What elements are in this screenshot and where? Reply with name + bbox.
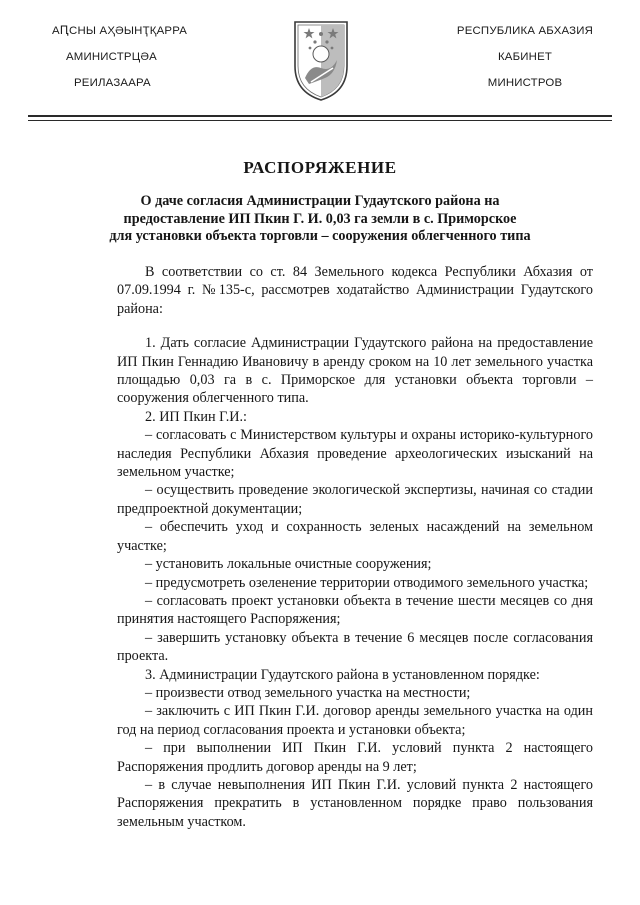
preamble-paragraph: В соответствии со ст. 84 Земельного кодекса Республики Абхазия от 07.09.1994 г. №135-с, рассмотрев ходатайство Администрации Гудаутского района: [117,264,593,317]
subject-line: предоставление ИП Пкин Г. И. 0,03 га земли в с. Приморское [123,210,517,227]
clause-2-item: – согласовать проект установки объекта в течение шести месяцев со дня принятия настоящего Распоряжения; [117,592,593,628]
header-left-line: РЕИЛАЗААРА [74,77,151,89]
clause-2-item: – согласовать с Министерством культуры и охраны историко-культурного наследия Республики Абхазия проведение археологических изысканий на земельном участке; [117,427,593,481]
header-left-line: АМИНИСТРЦӘА [66,51,157,63]
header-right-block [440,24,610,102]
document-title: РАСПОРЯЖЕНИЕ [243,158,397,177]
clause-2-item: – установить локальные очистные сооружения; [145,556,432,573]
clause-3-item: – произвести отвод земельного участка на местности; [145,684,471,701]
header-left-block [52,24,232,102]
document-subject [80,193,560,246]
clause-2-item: – осуществить проведение экологической экспертизы, начиная со стадии предпроектной документации; [117,482,593,517]
header-divider-thick [28,115,612,117]
clause-2-item: – обеспечить уход и сохранность зеленых насаждений на земельном участке; [117,519,593,554]
header-right-line: КАБИНЕТ [497,51,553,63]
header-divider-thin [28,120,612,121]
header-right-line: МИНИСТРОВ [487,77,563,89]
clause-2-item: – завершить установку объекта в течение 6 месяцев после согласования проекта. [117,629,593,665]
coat-of-arms-emblem-icon [291,20,351,102]
clause-1: 1. Дать согласие Администрации Гудаутского района на предоставление ИП Пкин Геннадию Ивановичу в аренду сроком на 10 лет земельного участка площадью 0,03 га в с. Приморское для установки объекта торговли – сооружения облегченного типа. [117,335,593,407]
clause-3-item: – заключить с ИП Пкин Г.И. договор аренды земельного участка на один год на период согласования проекта и установки объекта; [117,703,593,738]
subject-line: для установки объекта торговли – сооружения облегченного типа [109,228,531,244]
clause-3-item: – при выполнении ИП Пкин Г.И. условий пункта 2 настоящего Распоряжения продлить договор аренды на 9 лет; [117,740,593,775]
subject-line: О даче согласия Администрации Гудаутского района на [140,193,500,209]
clause-2-heading: 2. ИП Пкин Г.И.: [145,408,247,425]
header-left-line: АԤСНЫ АҲӘЫНҬҚАРРА [52,25,188,37]
clause-3-heading: 3. Администрации Гудаутского района в установленном порядке: [145,666,540,683]
clause-3-item: – в случае невыполнения ИП Пкин Г.И. условий пункта 2 настоящего Распоряжения прекратить в установленном порядке право пользования земельным участком. [117,776,593,830]
clause-2-item: – предусмотреть озеленение территории отводимого земельного участка; [145,574,589,591]
header-right-line: РЕСПУБЛИКА АБХАЗИЯ [456,25,594,37]
document-body [117,263,593,831]
